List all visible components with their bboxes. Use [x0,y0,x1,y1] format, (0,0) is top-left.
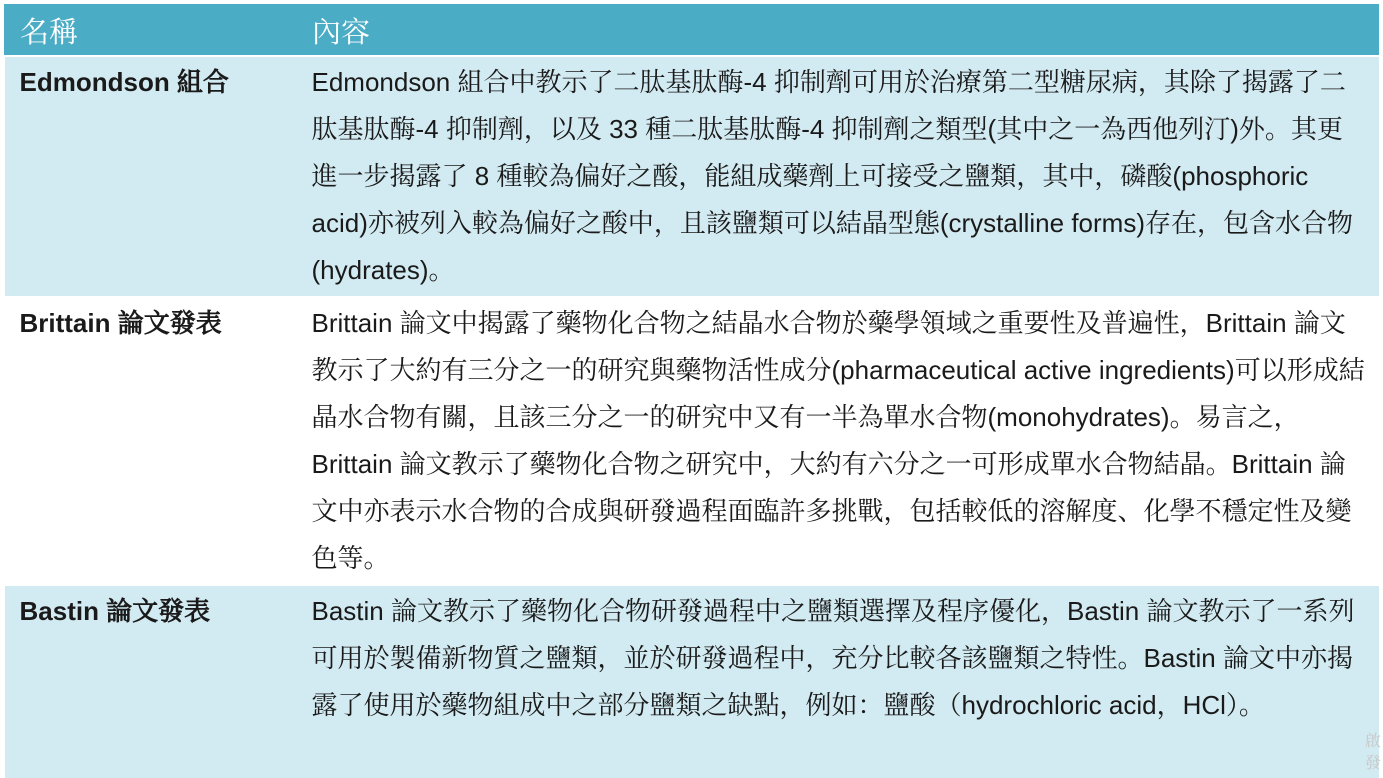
table-row-edmondson [5,56,1379,297]
row-content-cell: Brittain 論文中揭露了藥物化合物之結晶水合物於藥學領域之重要性及普遍性，Brittain 論文教示了大約有三分之一的研究與藥物活性成分(pharmaceutical active ingredients)可以形成結晶水合物有關，且該三分之一的研究中又有一半為單水合物(monohydrates)。易言之，Brittain 論文教示了藥物化合物之研究中，大約有六分之一可形成單水合物結晶。Brittain 論文中亦表示水合物的合成與研發過程面臨許多挑戰，包括較低的溶解度、化學不穩定性及變色等。 [297,297,1379,585]
header-content: 內容 [297,5,1379,57]
row-content-cell: Bastin 論文教示了藥物化合物研發過程中之鹽類選擇及程序優化，Bastin 論文教示了一系列可用於製備新物質之鹽類，並於研發過程中，充分比較各該鹽類之特性。Bastin 論文中亦揭露了使用於藥物組成中之部分鹽類之缺點，例如：鹽酸（hydrochloric acid，HCl）。 [297,585,1379,778]
table-body [5,56,1379,778]
header-name: 名稱 [5,5,297,57]
watermark-text: 啟發 [1365,731,1381,775]
table-header [5,5,1379,57]
row-name-cell: Brittain 論文發表 [5,297,297,585]
table-row-brittain [5,297,1379,585]
row-content-cell: Edmondson 組合中教示了二肽基肽酶-4 抑制劑可用於治療第二型糖尿病，其除了揭露了二肽基肽酶-4 抑制劑，以及 33 種二肽基肽酶-4 抑制劑之類型(其中之一為西他列汀)外。其更進一步揭露了 8 種較為偏好之酸，能組成藥劑上可接受之鹽類，其中，磷酸(phosphoric acid)亦被列入較為偏好之酸中，且該鹽類可以結晶型態(crystalline forms)存在，包含水合物(hydrates)。 [297,56,1379,297]
row-name-cell: Edmondson 組合 [5,56,297,297]
comparison-table [4,4,1379,778]
row-name-cell: Bastin 論文發表 [5,585,297,778]
table-row-bastin [5,585,1379,778]
header-row [5,5,1379,57]
